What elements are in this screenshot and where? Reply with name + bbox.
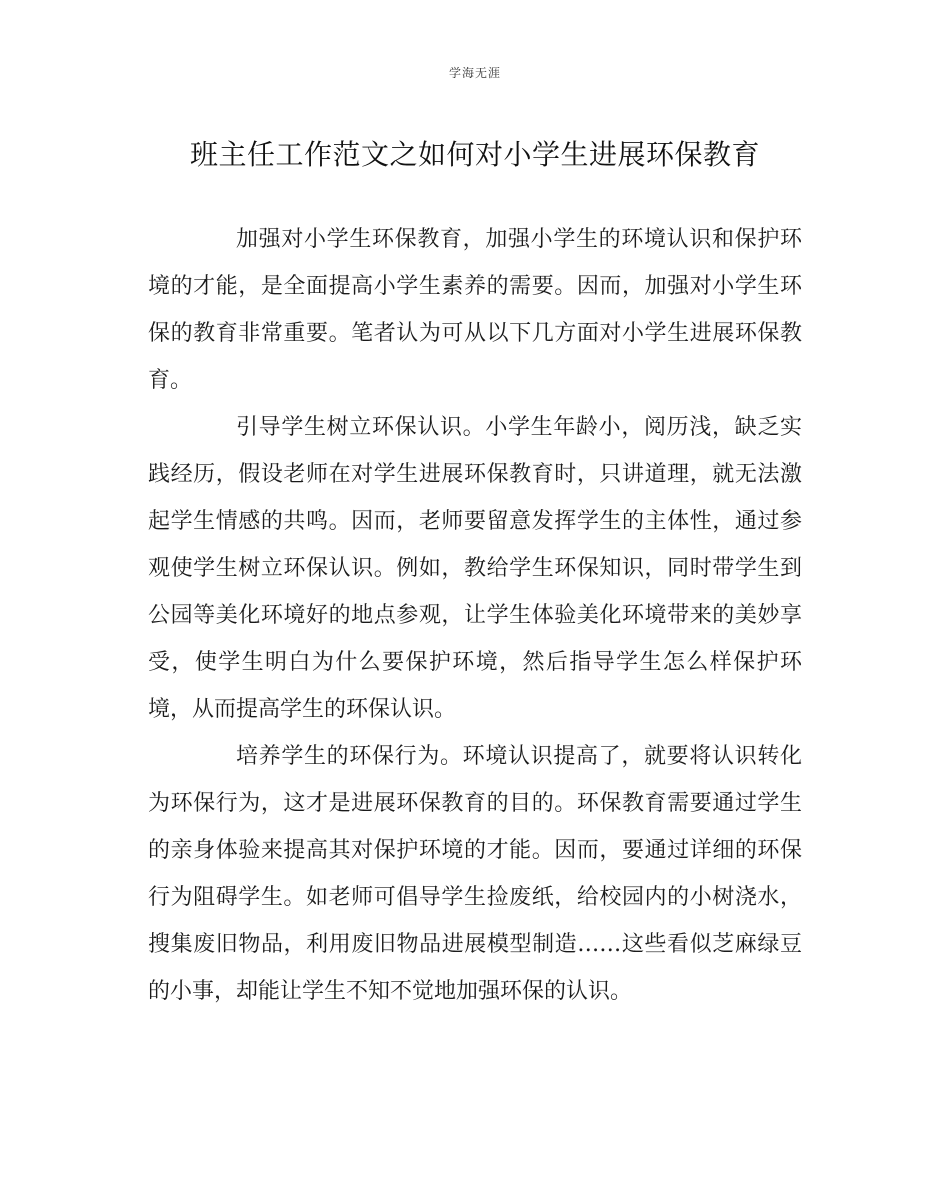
page-header: 学海无涯 [448,66,501,80]
paragraph-intro: 加强对小学生环保教育，加强小学生的环境认识和保护环境的才能，是全面提高小学生素养的需要。因而，加强对小学生环保的教育非常重要。笔者认为可从以下几方面对小学生进展环保教育。 [148,227,802,393]
document-title: 班主任工作范文之如何对小学生进展环保教育 [189,138,760,171]
paragraph-behavior: 培养学生的环保行为。环境认识提高了，就要将认识转化为环保行为，这才是进展环保教育的目的。环保教育需要通过学生的亲身体验来提高其对保护环境的才能。因而，要通过详细的环保行为阻碍学生。如老师可倡导学生捡废纸，给校园内的小树浇水，搜集废旧物品，利用废旧物品进展模型制造……这些看似芝麻绿豆的小事，却能让学生不知不觉地加强环保的认识。 [148,744,802,1004]
document-body [148,216,802,1015]
paragraph-awareness: 引导学生树立环保认识。小学生年龄小，阅历浅，缺乏实践经历，假设老师在对学生进展环保教育时，只讲道理，就无法激起学生情感的共鸣。因而，老师要留意发挥学生的主体性，通过参观使学生树立环保认识。例如，教给学生环保知识，同时带学生到公园等美化环境好的地点参观，让学生体验美化环境带来的美妙享受，使学生明白为什么要保护环境，然后指导学生怎么样保护环境，从而提高学生的环保认识。 [148,415,802,722]
